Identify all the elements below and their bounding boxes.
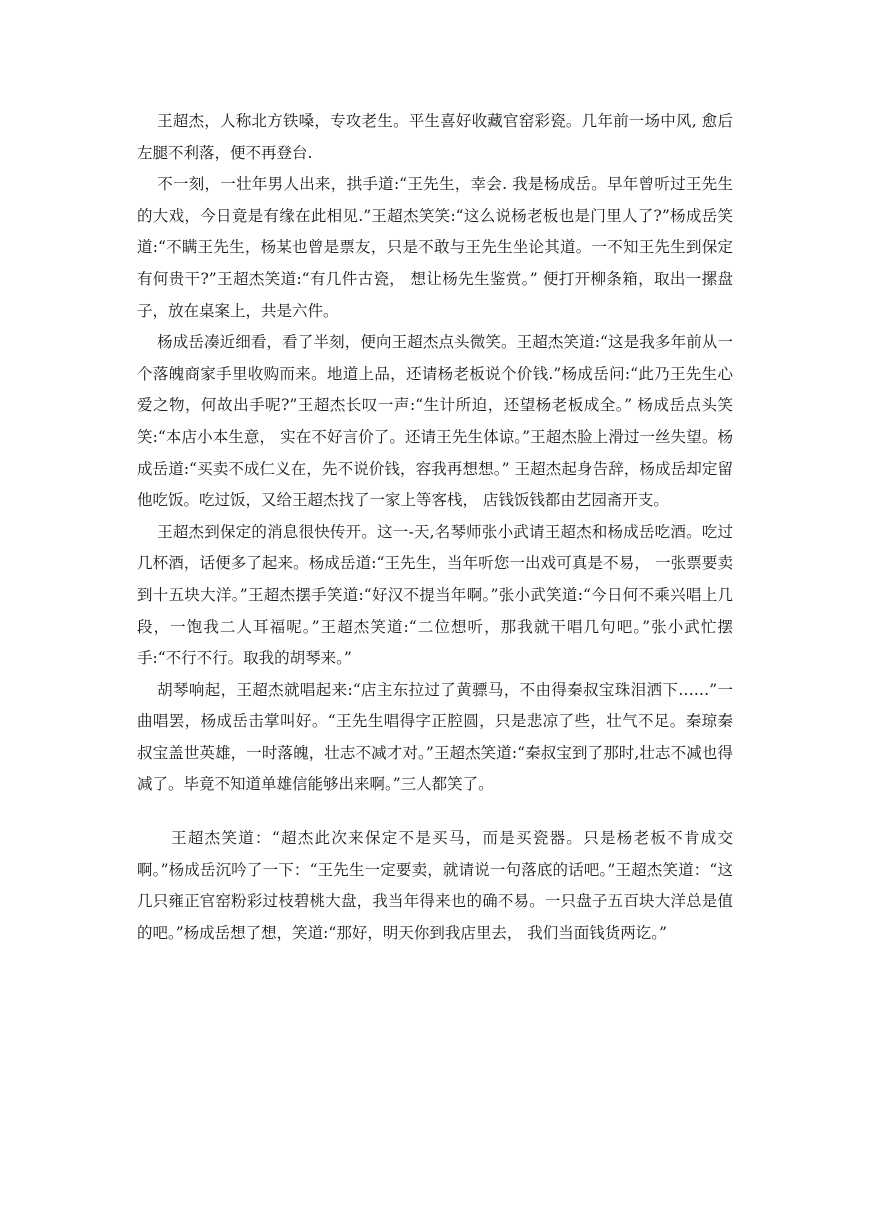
paragraph-5: 胡琴响起，王超杰就唱起来:“店主东拉过了黄骠马，不由得秦叔宝珠泪洒下……”一曲唱罢，杨成岳击掌叫好。“王先生唱得字正腔圆，只是悲凉了些，壮气不足。秦琼秦叔宝盖世英雄，一时落魄，壮志不减才对。”王超杰笑道:“秦叔宝到了那时,壮志不减也得减了。毕竟不知道单雄信能够出来啊。”三人都笑了。: [137, 680, 733, 794]
story-text: [137, 106, 733, 949]
paragraph-2: 不一刻，一壮年男人出来，拱手道:“王先生，幸会. 我是杨成岳。早年曾听过王先生的大戏，今日竟是有缘在此相见.”王超杰笑笑:“这么说杨老板也是门里人了?”杨成岳笑道:“不瞒王先生，杨某也曾是票友，只是不敢与王先生坐论其道。一不知王先生到保定有何贵干?”王超杰笑道:“有几件古瓷， 想让杨先生鉴赏。” 便打开柳条箱，取出一摞盘子，放在桌案上，共是六件。: [137, 175, 733, 320]
paragraph-4: 王超杰到保定的消息很快传开。这一-天,名琴师张小武请王超杰和杨成岳吃酒。吃过几杯酒，话便多了起来。杨成岳道:“王先生，当年听您一出戏可真是不易， 一张票要卖到十五块大洋。”王超杰摆手笑道:“好汉不提当年啊。”张小武笑道:“今日何不乘兴唱上几段，一饱我二人耳福呢。”王超杰笑道:“二位想听，那我就干唱几句吧。”张小武忙摆手:“不行不行。取我的胡琴来。”: [137, 522, 733, 668]
paragraph-1: 王超杰，人称北方铁嗓，专攻老生。平生喜好收藏官窑彩瓷。几年前一场中风, 愈后左腿不利落，便不再登台.: [137, 112, 733, 162]
paragraph-6: 王超杰笑道：“超杰此次来保定不是买马，而是买瓷器。只是杨老板不肯成交啊。”杨成岳沉吟了一下：“王先生一定要卖，就请说一句落底的话吧。”王超杰笑道：“这几只雍正官窑粉彩过枝碧桃大盘，我当年得来也的确不易。一只盘子五百块大洋总是值的吧。”杨成岳想了想，笑道:“那好，明天你到我店里去， 我们当面钱货两讫。”: [137, 829, 733, 942]
paragraph-3: 杨成岳凑近细看，看了半刻，便向王超杰点头微笑。王超杰笑道:“这是我多年前从一个落魄商家手里收购而来。地道上品，还请杨老板说个价钱.”杨成岳问:“此乃王先生心爱之物，何故出手呢?”王超杰长叹一声:“生计所迫，还望杨老板成全。” 杨成岳点头笑笑:“本店小本生意， 实在不好言价了。还请王先生体谅。”王超杰脸上滑过一丝失望。杨成岳道:“买卖不成仁义在，先不说价钱，容我再想想。” 王超杰起身告辞，杨成岳却定留他吃饭。吃过饭，又给王超杰找了一家上等客栈， 店钱饭钱都由艺园斋开支。: [137, 333, 733, 510]
